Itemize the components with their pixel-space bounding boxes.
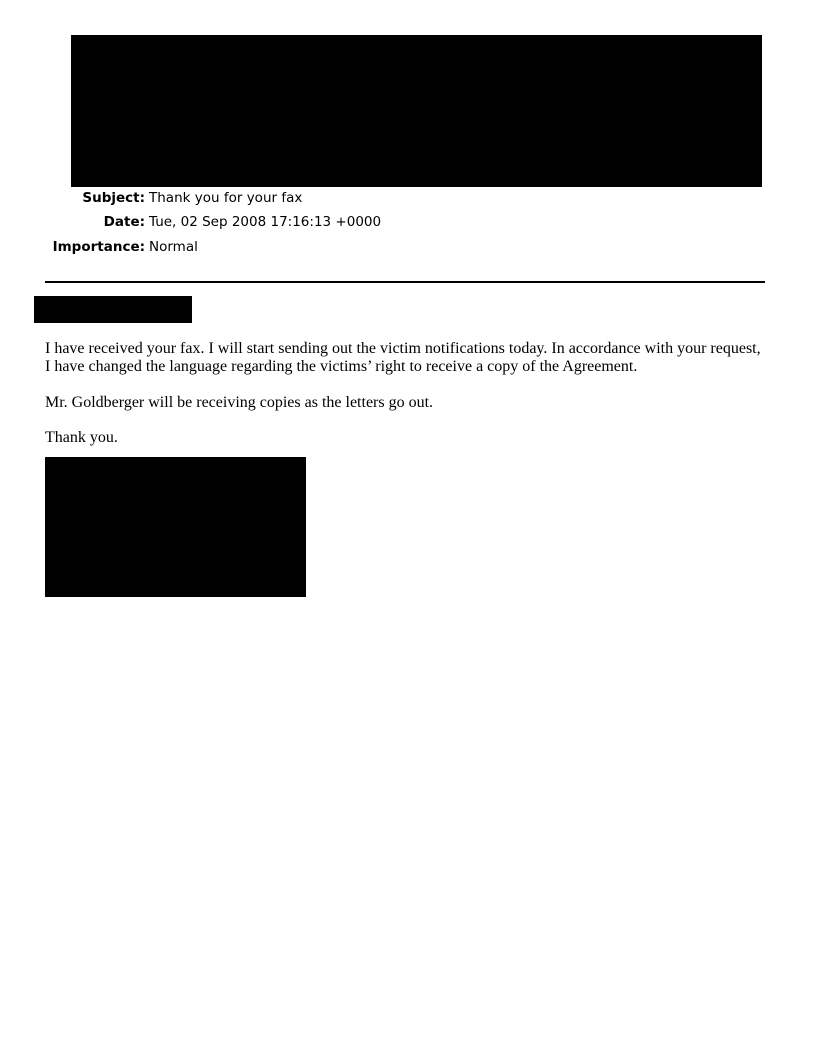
body-paragraph-2: Mr. Goldberger will be receiving copies as the letters go out. xyxy=(45,394,434,411)
importance-value: Normal xyxy=(149,239,198,255)
header-divider xyxy=(45,281,765,283)
body-paragraph-1-line-1: I have received your fax. I will start sending out the victim notifications today. In accordance with your request, xyxy=(45,340,761,357)
closing-line: Thank you. xyxy=(45,429,118,446)
redacted-salutation xyxy=(34,296,192,323)
date-label: Date: xyxy=(103,214,145,230)
importance-label: Importance: xyxy=(52,239,145,255)
date-row xyxy=(0,213,381,231)
body-paragraph-1 xyxy=(45,340,761,376)
subject-value: Thank you for your fax xyxy=(149,190,303,206)
date-value: Tue, 02 Sep 2008 17:16:13 +0000 xyxy=(149,214,382,230)
importance-row xyxy=(0,238,198,256)
subject-row xyxy=(0,189,302,207)
redacted-signature-block xyxy=(45,457,306,597)
subject-label: Subject: xyxy=(82,190,145,206)
redacted-header-block xyxy=(71,35,762,187)
body-paragraph-1-line-2: I have changed the language regarding the victims’ right to receive a copy of the Agreement. xyxy=(45,358,638,375)
